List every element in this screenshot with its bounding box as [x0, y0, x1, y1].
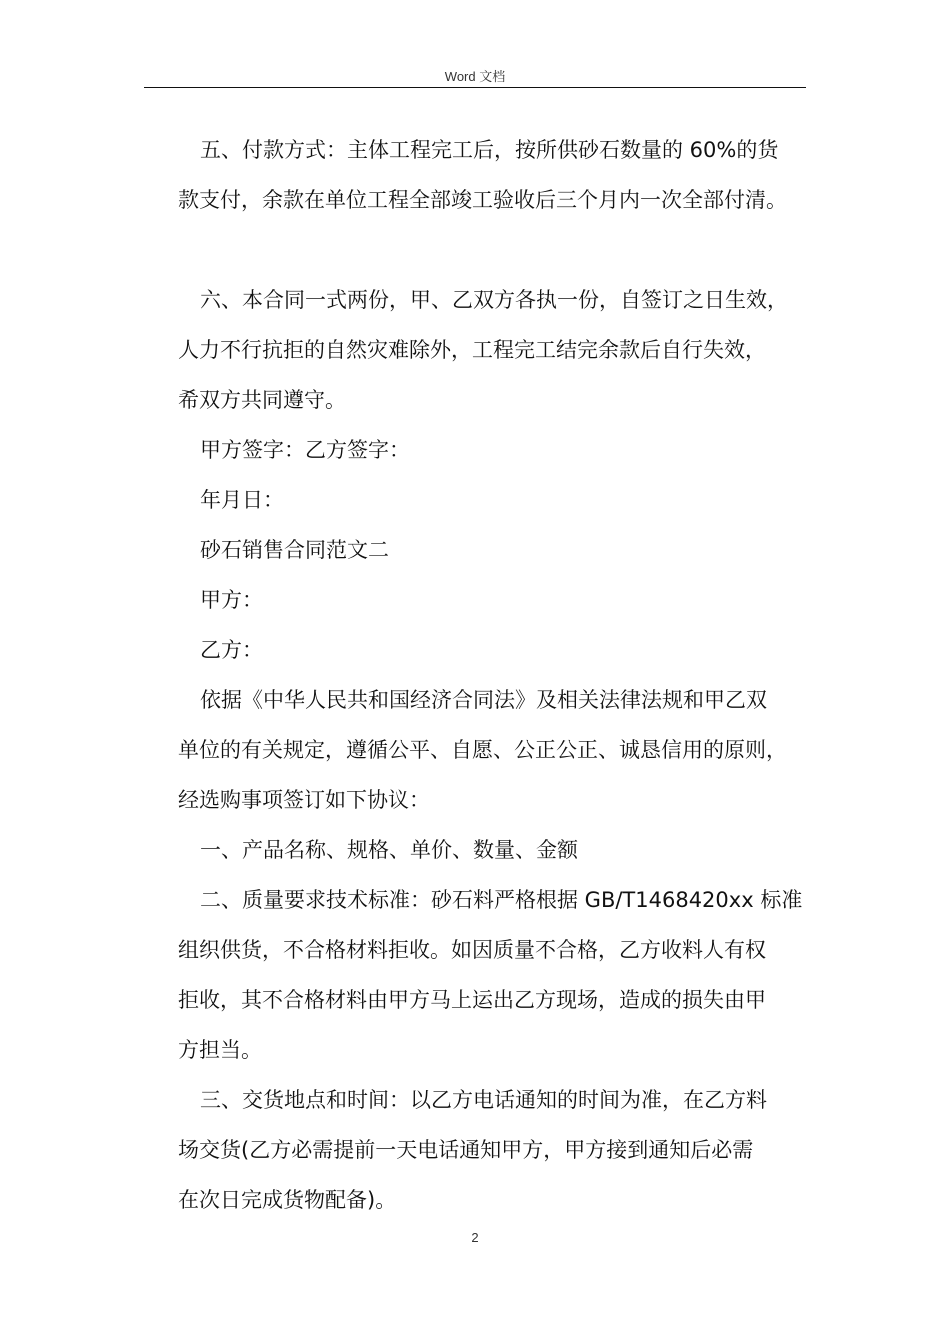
- signature-line: 甲方签字：乙方签字：: [200, 438, 410, 462]
- paragraph-basis-line-1: 依据《中华人民共和国经济合同法》及相关法律法规和甲乙双: [200, 688, 767, 712]
- clause-two-line-3: 拒收，其不合格材料由甲方马上运出乙方现场，造成的损失由甲: [178, 988, 766, 1012]
- clause-two-line-2: 组织供货，不合格材料拒收。如因质量不合格，乙方收料人有权: [178, 938, 766, 962]
- clause-three-line-3: 在次日完成货物配备)。: [178, 1188, 397, 1212]
- paragraph-payment-line-2: 款支付，余款在单位工程全部竣工验收后三个月内一次全部付清。: [178, 188, 787, 212]
- paragraph-copies-line-2: 人力不行抗拒的自然灾难除外，工程完工结完余款后自行失效，: [178, 338, 766, 362]
- clause-two-line-1: 二、质量要求技术标准：砂石料严格根据 GB/T1468420xx 标准: [200, 888, 803, 912]
- party-a-line: 甲方：: [200, 588, 263, 612]
- date-line: 年月日：: [200, 488, 284, 512]
- paragraph-copies-line-1: 六、本合同一式两份，甲、乙双方各执一份，自签订之日生效，: [200, 288, 788, 312]
- header-title: Word 文档: [444, 69, 506, 84]
- clause-three-line-2: 场交货(乙方必需提前一天电话通知甲方，甲方接到通知后必需: [178, 1138, 754, 1162]
- party-b-line: 乙方：: [200, 638, 263, 662]
- contract-title: 砂石销售合同范文二: [200, 538, 389, 562]
- clause-one: 一、产品名称、规格、单价、数量、金额: [200, 838, 578, 862]
- paragraph-basis-line-2: 单位的有关规定，遵循公平、自愿、公正公正、诚恳信用的原则，: [178, 738, 787, 762]
- paragraph-copies-line-3: 希双方共同遵守。: [178, 388, 346, 412]
- paragraph-payment-line-1: 五、付款方式：主体工程完工后，按所供砂石数量的 60%的货: [200, 138, 779, 162]
- paragraph-basis-line-3: 经选购事项签订如下协议：: [178, 788, 430, 812]
- clause-three-line-1: 三、交货地点和时间：以乙方电话通知的时间为准，在乙方料: [200, 1088, 767, 1112]
- page-number: 2: [471, 1230, 479, 1245]
- header-divider: [144, 87, 806, 88]
- clause-two-line-4: 方担当。: [178, 1038, 262, 1062]
